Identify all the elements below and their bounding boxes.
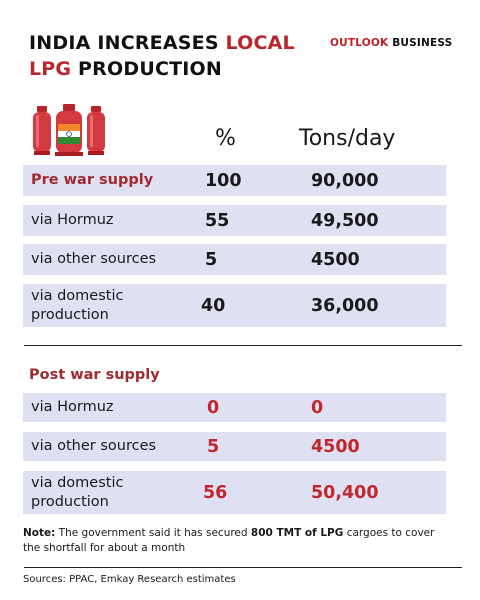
- row-percent: 5: [207, 436, 220, 457]
- table-row-pre-other-sources: [23, 244, 446, 275]
- footnote: Note: The government said it has secured 800 TMT of LPG cargoes to cover the shortfall for about a month: [23, 527, 435, 554]
- title-line2: LPG PRODUCTION: [29, 58, 222, 80]
- row-percent: 0: [207, 397, 220, 418]
- row-percent: 5: [205, 249, 218, 270]
- brand-logo: OUTLOOK BUSINESS: [330, 37, 453, 49]
- footer-divider: [24, 567, 462, 568]
- row-percent: 55: [205, 210, 230, 231]
- row-tons: 4500: [311, 436, 360, 457]
- table-row-pre-domestic: [23, 284, 446, 327]
- row-label: via Hormuz: [31, 399, 114, 415]
- row-label: via Hormuz: [31, 212, 114, 228]
- sources-credit: Sources: PPAC, Emkay Research estimates: [23, 574, 236, 585]
- table-row-pre-hormuz: [23, 205, 446, 236]
- row-label: Pre war supply: [31, 172, 154, 188]
- table-row-post-domestic: [23, 471, 446, 514]
- row-percent: 40: [201, 295, 226, 316]
- column-header-tons: Tons/day: [299, 126, 396, 151]
- table-row-post-other-sources: [23, 432, 446, 461]
- row-tons: 90,000: [311, 170, 379, 191]
- row-tons: 49,500: [311, 210, 379, 231]
- title-line1: INDIA INCREASES LOCAL: [29, 32, 295, 54]
- page-title: [29, 30, 295, 82]
- row-tons: 4500: [311, 249, 360, 270]
- row-tons: 0: [311, 397, 324, 418]
- row-tons: 50,400: [311, 482, 379, 503]
- lpg-cylinders-illustration: [33, 104, 105, 156]
- table-row-pre-war-supply: [23, 165, 446, 196]
- row-label: via other sources: [31, 251, 157, 267]
- row-label: via domestic production: [31, 474, 124, 510]
- row-label: via other sources: [31, 438, 157, 454]
- row-label: via domestic production: [31, 287, 124, 323]
- row-tons: 36,000: [311, 295, 379, 316]
- row-percent: 100: [205, 170, 242, 191]
- india-flag-icon: [58, 124, 80, 144]
- column-header-percent: %: [215, 126, 236, 151]
- row-percent: 56: [203, 482, 228, 503]
- section-label: Post war supply: [29, 367, 160, 383]
- table-row-post-hormuz: [23, 393, 446, 422]
- section-post-war-supply: [23, 365, 446, 387]
- section-divider: [24, 345, 462, 346]
